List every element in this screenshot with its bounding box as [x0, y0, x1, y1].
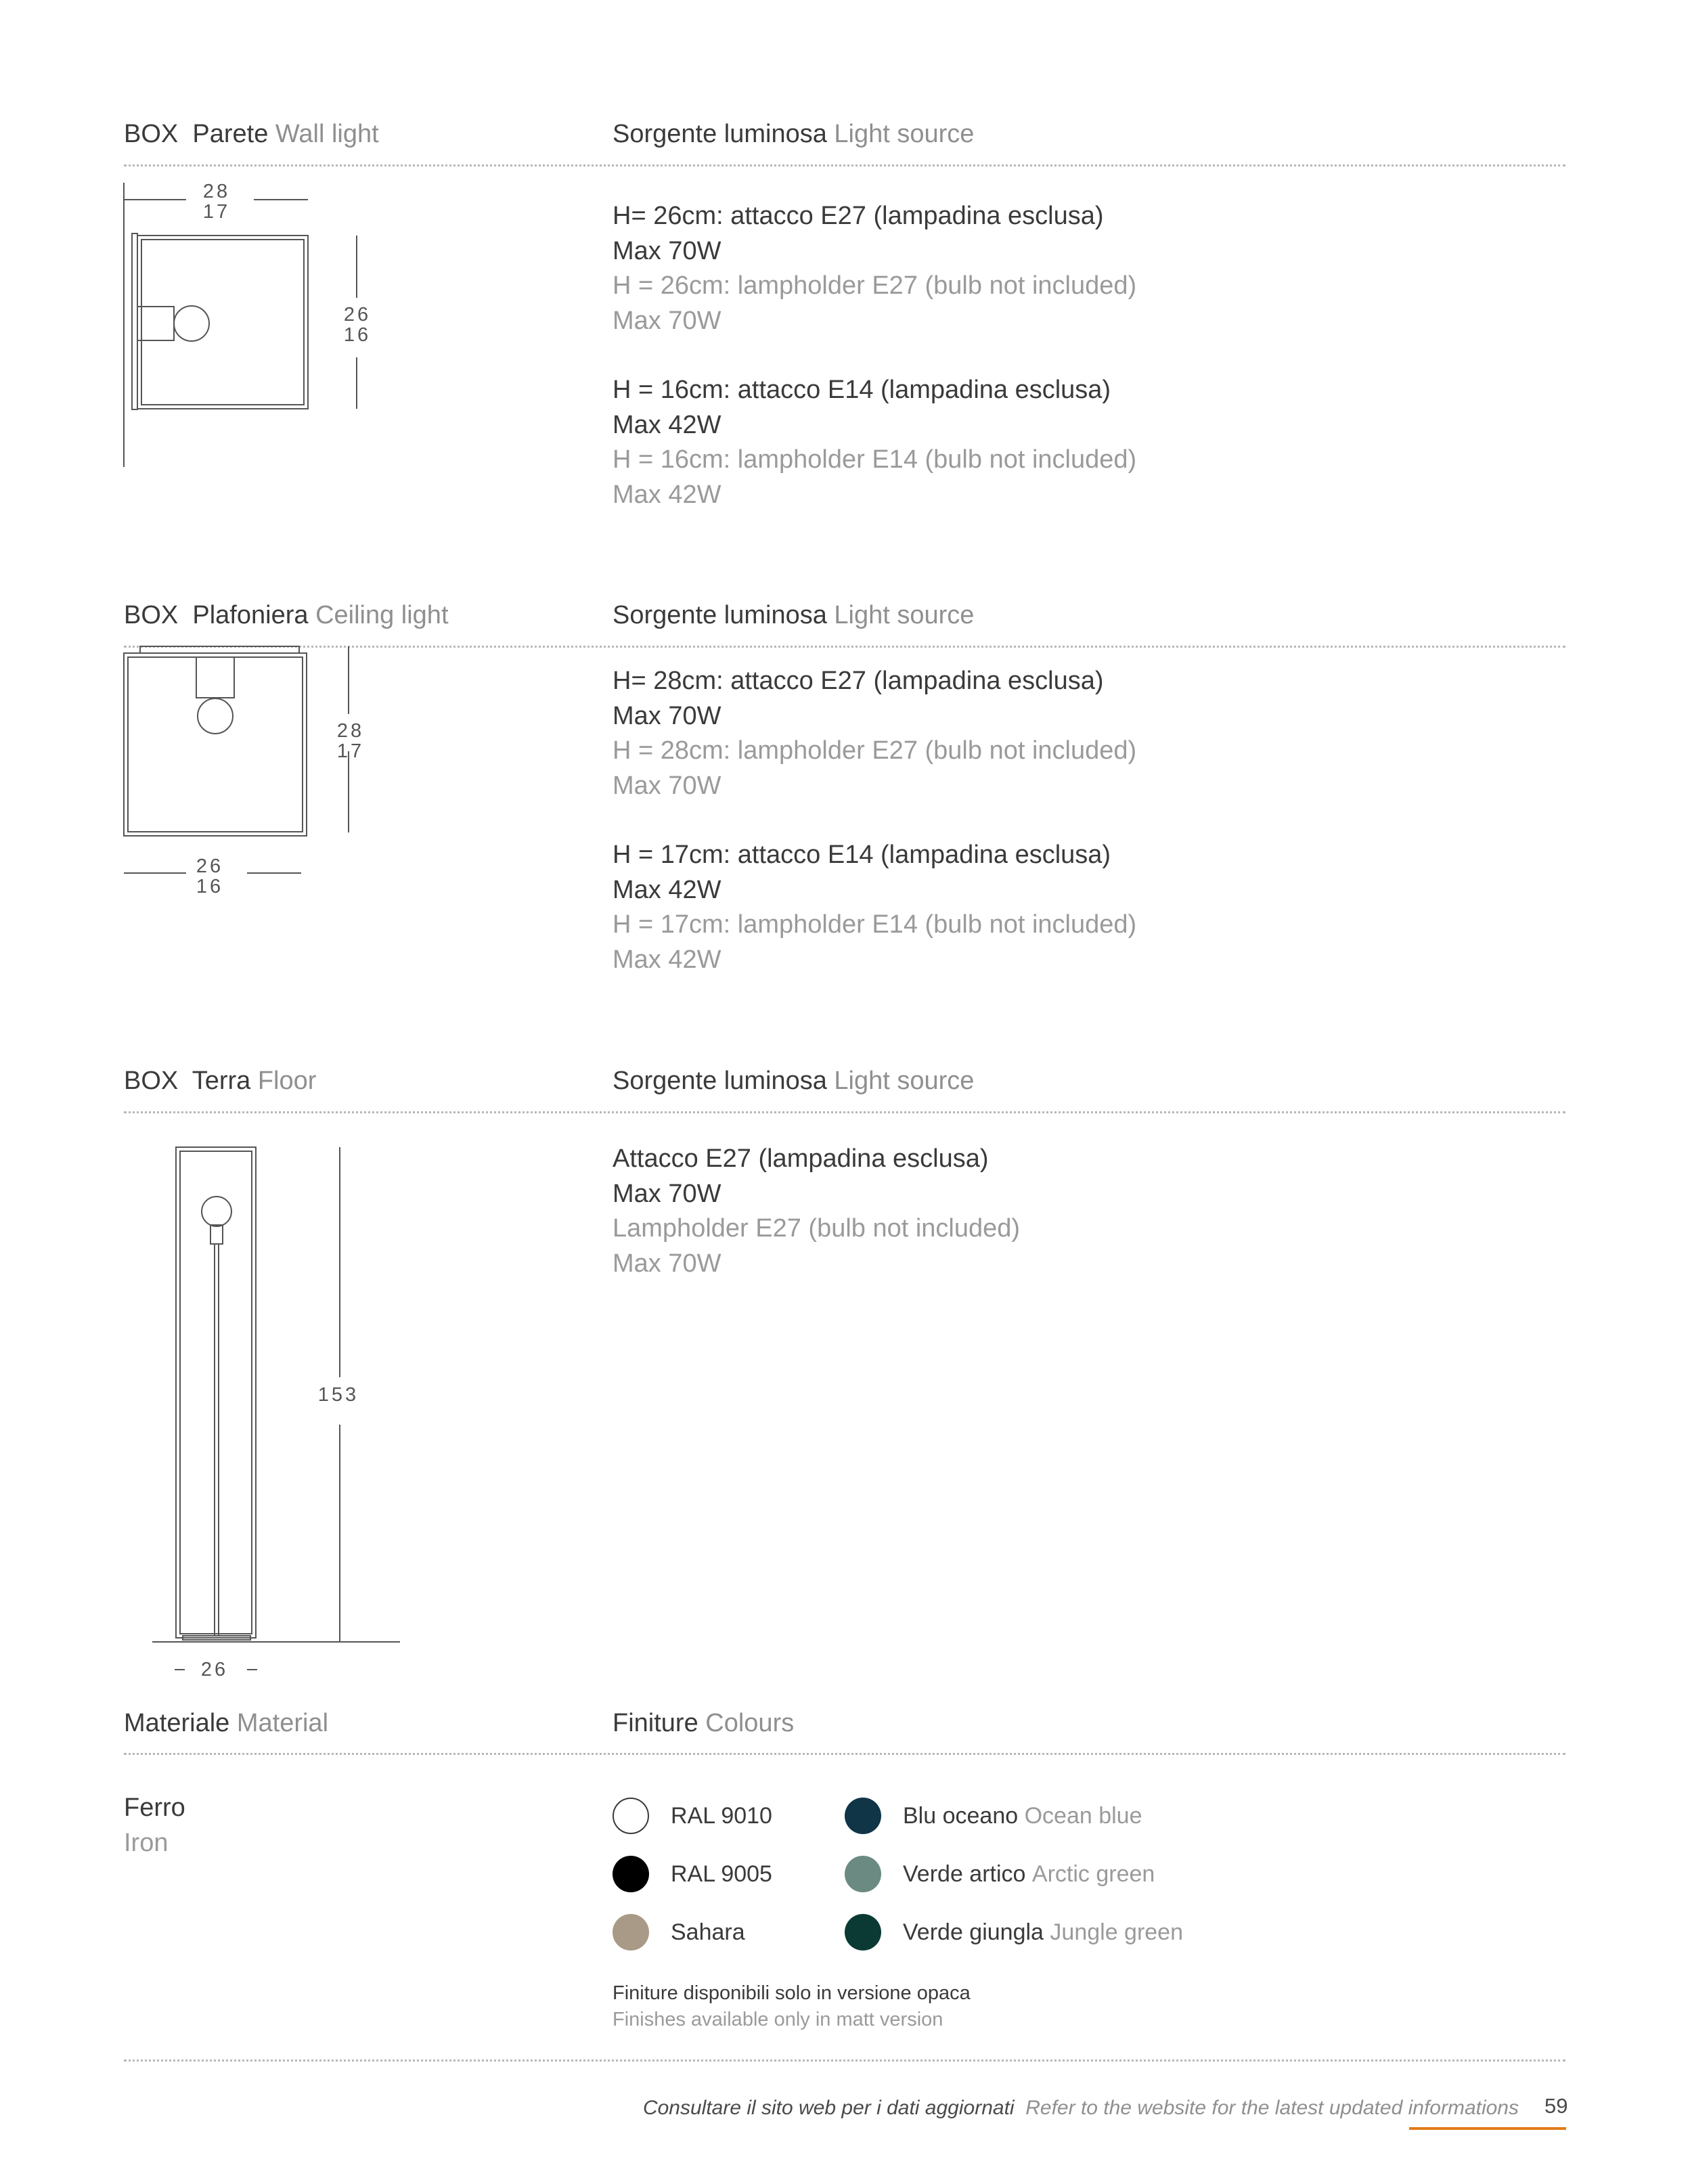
wall-height-dims: 26 16 — [343, 304, 372, 346]
wall-light-specs: H= 26cm: attacco E27 (lampadina esclusa) Max 70W H = 26cm: lampholder E27 (bulb not included) Max 70W H = 16cm: attacco E14 (lampadina esclusa) Max 42W H = 16cm: lampholder E14 (bulb not included) Max 42W — [613, 202, 1137, 509]
finishes-note: Finiture disponibili solo in versione opaca Finishes available only in matt version — [613, 1982, 971, 2030]
floor-light-title: BOX Terra Floor — [124, 1067, 317, 1095]
divider — [124, 1753, 1565, 1755]
type-en: Wall light — [275, 120, 379, 148]
swatch-sahara: Sahara — [613, 1914, 745, 1951]
material-header: Materiale Material — [124, 1709, 329, 1737]
page-number: 59 — [1544, 2094, 1568, 2118]
ceiling-light-source-header: Sorgente luminosa Light source — [613, 601, 975, 629]
color-dot — [613, 1914, 649, 1951]
floor-light-specs: Attacco E27 (lampadina esclusa) Max 70W Lampholder E27 (bulb not included) Max 70W — [613, 1144, 1021, 1278]
wall-light-source-header: Sorgente luminosa Light source — [613, 120, 975, 148]
swatch-ocean-blue: Blu oceano Ocean blue — [845, 1798, 1142, 1834]
wall-light-title — [124, 118, 379, 150]
color-dot — [845, 1914, 881, 1951]
color-dot — [613, 1856, 649, 1892]
swatch-ral-9010: RAL 9010 — [613, 1798, 772, 1834]
floor-light-drawing — [152, 1147, 409, 1662]
color-dot — [613, 1798, 649, 1834]
floor-light-source-header: Sorgente luminosa Light source — [613, 1067, 975, 1095]
ceiling-height-dims: 28 17 — [336, 720, 365, 762]
swatch-ral-9005: RAL 9005 — [613, 1856, 772, 1892]
floor-width-dim: 26 — [200, 1659, 229, 1680]
swatch-jungle-green: Verde giungla Jungle green — [845, 1914, 1183, 1951]
footer-accent-line — [1409, 2127, 1566, 2130]
type-it: Parete — [192, 120, 269, 148]
ceiling-light-specs: H= 28cm: attacco E27 (lampadina esclusa) Max 70W H = 28cm: lampholder E27 (bulb not included) Max 70W H = 17cm: attacco E14 (lampadina esclusa) Max 42W H = 17cm: lampholder E14 (bulb not included) Max 42W — [613, 667, 1137, 974]
color-dot — [845, 1856, 881, 1892]
wall-width-dims: 28 17 — [202, 181, 231, 223]
divider — [124, 164, 1565, 166]
color-dot — [845, 1798, 881, 1834]
floor-height-dim: 153 — [317, 1384, 359, 1406]
divider — [124, 1111, 1565, 1113]
divider — [124, 2059, 1565, 2062]
material-value: Ferro Iron — [124, 1793, 185, 1857]
model-name: BOX — [124, 120, 179, 148]
footer-text: Consultare il sito web per i dati aggiornati Refer to the website for the latest updated informations — [642, 2097, 1519, 2119]
ceiling-light-drawing — [118, 646, 376, 890]
ceiling-width-dims: 26 16 — [196, 855, 224, 897]
swatch-arctic-green: Verde artico Arctic green — [845, 1856, 1155, 1892]
ceiling-light-title: BOX Plafoniera Ceiling light — [124, 601, 449, 629]
finishes-header: Finiture Colours — [613, 1709, 795, 1737]
